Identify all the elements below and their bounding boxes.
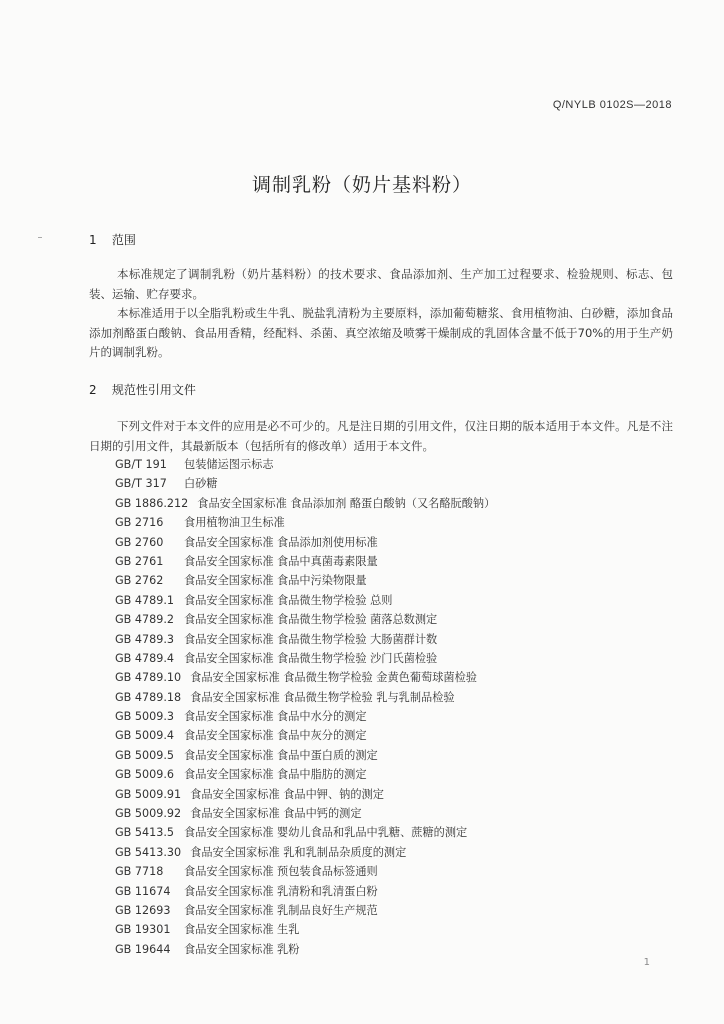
reference-code: GB 4789.1 xyxy=(115,593,175,607)
reference-item xyxy=(115,630,675,649)
standard-code: Q/NYLB 0102S—2018 xyxy=(552,99,672,111)
reference-title: 食品安全国家标准 食品微生物学检验 菌落总数测定 xyxy=(184,613,438,627)
reference-title: 食品安全国家标准 乳清粉和乳清蛋白粉 xyxy=(184,884,378,898)
paragraph: 下列文件对于本文件的应用是必不可少的。凡是注日期的引用文件，仅注日期的版本适用于本文件。凡是不注日期的引用文件，其最新版本（包括所有的修改单）适用于本文件。 xyxy=(89,419,673,453)
reference-title: 食品安全国家标准 乳制品良好生产规范 xyxy=(184,903,378,917)
section-title: 范围 xyxy=(111,233,136,247)
reference-item xyxy=(115,746,675,765)
reference-item xyxy=(115,940,675,959)
reference-item xyxy=(115,668,675,687)
reference-code: GB 4789.4 xyxy=(115,651,175,665)
reference-code: GB 4789.10 xyxy=(115,671,182,685)
reference-title: 食品安全国家标准 生乳 xyxy=(184,923,300,937)
reference-item xyxy=(115,707,675,726)
reference-title: 食品安全国家标准 食品微生物学检验 总则 xyxy=(184,593,393,607)
reference-item xyxy=(115,785,675,804)
section-number: 1 xyxy=(89,233,97,247)
reference-code: GB/T 191 xyxy=(115,458,167,471)
reference-code: GB 2762 xyxy=(115,574,164,588)
reference-item xyxy=(115,843,675,862)
reference-code: GB 2760 xyxy=(115,535,164,549)
reference-title: 食品安全国家标准 食品添加剂 酪蛋白酸钠（又名酪朊酸钠） xyxy=(197,496,496,510)
reference-item xyxy=(115,882,675,901)
reference-item xyxy=(115,513,675,532)
reference-code: GB 4789.2 xyxy=(115,613,175,627)
document-title: 调制乳粉（奶片基料粉） xyxy=(251,174,472,196)
reference-item xyxy=(115,901,675,920)
reference-item xyxy=(115,571,675,590)
reference-item xyxy=(115,823,675,842)
reference-code: GB 5413.5 xyxy=(115,826,175,840)
reference-code: GB 19644 xyxy=(115,942,171,956)
reference-code: GB 1886.212 xyxy=(115,496,189,510)
reference-code: GB 4789.3 xyxy=(115,632,175,646)
section-number: 2 xyxy=(89,383,97,397)
section-heading-normative-references xyxy=(89,381,196,398)
reference-item xyxy=(115,610,675,629)
reference-item xyxy=(115,765,675,784)
reference-title: 食品安全国家标准 食品中真菌毒素限量 xyxy=(184,554,378,568)
reference-code: GB 19301 xyxy=(115,923,171,937)
section-heading-scope xyxy=(89,231,136,248)
reference-code: GB 5413.30 xyxy=(115,845,182,859)
reference-item xyxy=(115,455,675,474)
reference-title: 食品安全国家标准 食品中水分的测定 xyxy=(184,710,367,724)
reference-item xyxy=(115,688,675,707)
reference-item xyxy=(115,862,675,881)
reference-item xyxy=(115,552,675,571)
reference-title: 食品安全国家标准 食品微生物学检验 乳与乳制品检验 xyxy=(190,690,455,704)
reference-code: GB 2761 xyxy=(115,554,164,568)
paragraph: 本标准适用于以全脂乳粉或生牛乳、脱盐乳清粉为主要原料，添加葡萄糖浆、食用植物油、白砂糖，添加食品添加剂酪蛋白酸钠、食品用香精，经配料、杀菌、真空浓缩及喷雾干燥制成的乳固体含量不低于70%的用于生产奶片的调制乳粉。 xyxy=(89,306,673,359)
reference-code: GB/T 317 xyxy=(115,477,167,491)
reference-title: 食品安全国家标准 食品中钙的测定 xyxy=(190,807,362,821)
reference-code: GB 4789.18 xyxy=(115,690,182,704)
reference-item xyxy=(115,649,675,668)
margin-mark xyxy=(38,237,42,238)
reference-title: 食用植物油卫生标准 xyxy=(184,516,285,530)
reference-code: GB 11674 xyxy=(115,884,171,898)
reference-title: 食品安全国家标准 食品中蛋白质的测定 xyxy=(184,748,378,762)
reference-list xyxy=(115,455,675,959)
reference-title: 食品安全国家标准 乳粉 xyxy=(184,942,300,956)
reference-title: 食品安全国家标准 食品微生物学检验 沙门氏菌检验 xyxy=(184,651,438,665)
paragraph: 本标准规定了调制乳粉（奶片基料粉）的技术要求、食品添加剂、生产加工过程要求、检验规则、标志、包装、运输、贮存要求。 xyxy=(89,267,673,301)
page-number: 1 xyxy=(643,957,650,968)
reference-item xyxy=(115,533,675,552)
reference-title: 食品安全国家标准 食品微生物学检验 金黄色葡萄球菌检验 xyxy=(190,671,477,685)
reference-title: 食品安全国家标准 食品中钾、钠的测定 xyxy=(190,787,384,801)
reference-title: 食品安全国家标准 食品微生物学检验 大肠菌群计数 xyxy=(184,632,438,646)
reference-item xyxy=(115,804,675,823)
reference-item xyxy=(115,920,675,939)
reference-code: GB 5009.91 xyxy=(115,787,182,801)
reference-item xyxy=(115,474,675,493)
reference-code: GB 2716 xyxy=(115,516,164,530)
reference-title: 食品安全国家标准 食品添加剂使用标准 xyxy=(184,535,378,549)
reference-code: GB 7718 xyxy=(115,865,164,879)
reference-title: 白砂糖 xyxy=(184,477,218,491)
reference-code: GB 12693 xyxy=(115,903,171,917)
reference-item xyxy=(115,494,675,513)
section-title: 规范性引用文件 xyxy=(111,383,196,397)
reference-item xyxy=(115,591,675,610)
reference-title: 食品安全国家标准 预包装食品标签通则 xyxy=(184,865,378,879)
reference-code: GB 5009.4 xyxy=(115,729,175,743)
reference-title: 包装储运图示标志 xyxy=(184,458,274,471)
reference-title: 食品安全国家标准 食品中污染物限量 xyxy=(184,574,367,588)
reference-code: GB 5009.5 xyxy=(115,748,175,762)
reference-title: 食品安全国家标准 食品中脂肪的测定 xyxy=(184,768,367,782)
reference-code: GB 5009.3 xyxy=(115,710,175,724)
reference-item xyxy=(115,726,675,745)
reference-title: 食品安全国家标准 乳和乳制品杂质度的测定 xyxy=(190,845,407,859)
reference-title: 食品安全国家标准 食品中灰分的测定 xyxy=(184,729,367,743)
reference-title: 食品安全国家标准 婴幼儿食品和乳品中乳糖、蔗糖的测定 xyxy=(184,826,468,840)
reference-code: GB 5009.92 xyxy=(115,807,182,821)
reference-code: GB 5009.6 xyxy=(115,768,175,782)
